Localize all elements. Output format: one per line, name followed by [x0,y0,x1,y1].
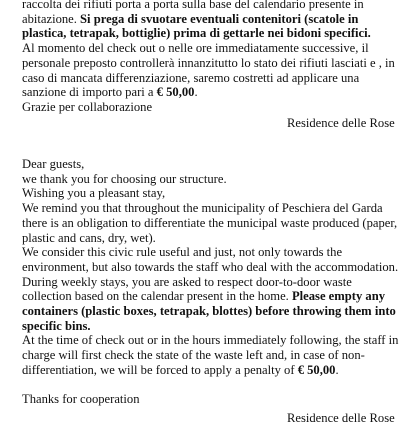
italian-paragraph-1 [22,0,402,41]
english-paragraph-1: We remind you that throughout the municipality of Peschiera del Garda there is an obligation to differentiate the municipal waste produced (paper, plastic and cans, dry, wet). [22,201,398,245]
italian-paragraph-2 [22,41,402,100]
italian-signature: Residence delle Rose [287,116,395,130]
english-empty-containers-bold: Please empty any containers (plastic boxes, tetrapak, blottes) before throwing them into specific bins. [22,289,396,333]
english-notice [22,157,402,407]
italian-penalty-amount: € 50,00 [156,85,195,100]
english-period: . [335,362,339,377]
italian-thanks: Grazie per collaborazione [22,99,153,114]
italian-notice [22,0,402,115]
italian-empty-containers-bold: Si prega di svuotare eventuali contenitori (scatole in plastica, tetrapak, bottiglie) prima di gettarle nei bidoni specifici. [22,11,371,41]
english-checkout-text: At the time of check out or in the hours immediately following, the staff in charge will first check the state of the waste left and, in case of non-differentiation, we will be forced to apply a penalty of [22,333,399,377]
english-civic-rule-text: We consider this civic rule useful and just, not only towards the environment, but also towards the staff who deal with the accommodation. During weekly stays, you are asked to respect door-to-door waste collection based on the calendar present in the home. [22,245,399,304]
english-thanks-cooperation: Thanks for cooperation [22,392,140,407]
english-paragraph-2 [22,245,402,333]
english-paragraph-3 [22,333,402,377]
english-greeting: Dear guests, [22,157,85,171]
english-thanks-choosing: we thank you for choosing our structure. [22,171,227,186]
english-signature: Residence delle Rose [287,411,395,425]
italian-checkout-text: Al momento del check out o nelle ore immediatamente successive, il personale preposto controllerà innanzitutto lo stato dei rifiuti lasciati e , in caso di mancata differenziazione, saremo costretti ad applicare una sanzione di importo pari a [22,41,395,100]
italian-period: . [194,85,198,100]
english-wish: Wishing you a pleasant stay, [22,186,166,201]
english-penalty-amount: € 50,00 [297,362,336,377]
italian-line1-text: raccolta dei rifiuti porta a porta sulla base del calendario presente in abitazione. [22,0,364,26]
blank-line [22,378,402,393]
